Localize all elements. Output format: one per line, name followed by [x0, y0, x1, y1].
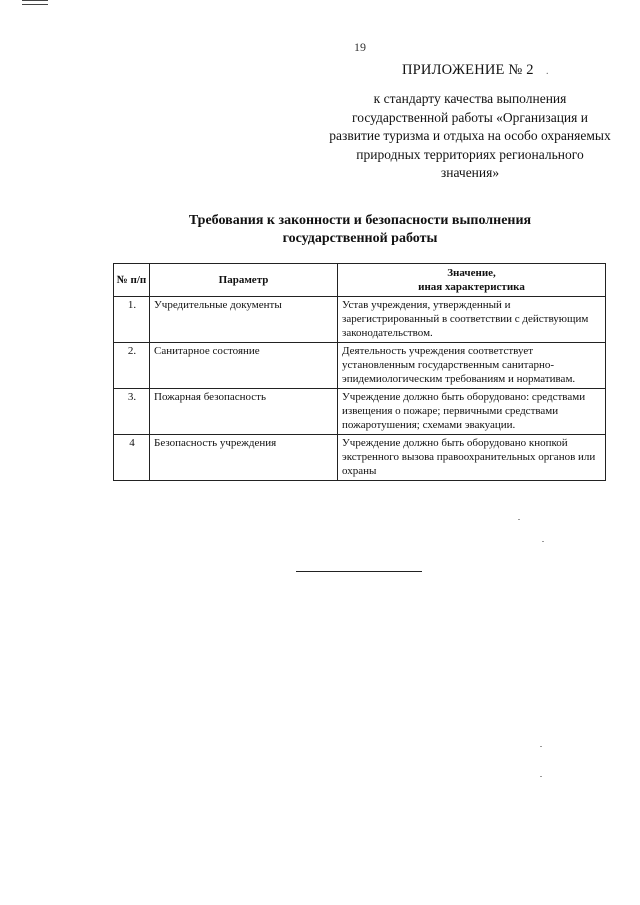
scan-speck	[542, 541, 544, 542]
table-row	[114, 389, 606, 435]
row-number: 4	[114, 435, 150, 481]
row-number: 2.	[114, 343, 150, 389]
table-row	[114, 343, 606, 389]
closing-separator-line	[296, 571, 422, 572]
row-number: 3.	[114, 389, 150, 435]
document-heading: Требования к законности и безопасности выполнения государственной работы	[188, 213, 532, 246]
header-number: № п/п	[114, 264, 150, 297]
header-value-line1: Значение,	[447, 267, 496, 279]
scan-dot: .	[546, 66, 549, 77]
row-value: Устав учреждения, утвержденный и зарегистрированный в соответствии с действующим законодательством.	[338, 297, 606, 343]
row-parameter: Учредительные документы	[150, 297, 338, 343]
appendix-subtitle: к стандарту качества выполнения государственной работы «Организация и развитие туризма и отдыха на особо охраняемых природных территориях регионального значения»	[329, 91, 611, 180]
scan-speck	[540, 746, 542, 747]
row-parameter: Пожарная безопасность	[150, 389, 338, 435]
table-row	[114, 297, 606, 343]
requirements-table	[113, 263, 606, 481]
appendix-title: ПРИЛОЖЕНИЕ № 2	[402, 62, 534, 78]
scan-speck	[540, 776, 542, 777]
row-value: Деятельность учреждения соответствует установленным государственным санитарно-эпидемиологическим требованиям и нормативам.	[338, 343, 606, 389]
scan-corner-mark	[22, 0, 48, 5]
header-value	[338, 264, 606, 297]
row-parameter: Безопасность учреждения	[150, 435, 338, 481]
table-header-row	[114, 264, 606, 297]
header-value-line2: иная характеристика	[418, 281, 525, 293]
row-value: Учреждение должно быть оборудовано: средствами извещения о пожаре; первичными средствами пожаротушения; схемами эвакуации.	[338, 389, 606, 435]
row-value: Учреждение должно быть оборудовано кнопкой экстренного вызова правоохранительных органов или охраны	[338, 435, 606, 481]
header-parameter: Параметр	[150, 264, 338, 297]
page-number: 19	[354, 40, 366, 54]
row-number: 1.	[114, 297, 150, 343]
row-parameter: Санитарное состояние	[150, 343, 338, 389]
scan-speck	[518, 519, 520, 520]
table-row	[114, 435, 606, 481]
